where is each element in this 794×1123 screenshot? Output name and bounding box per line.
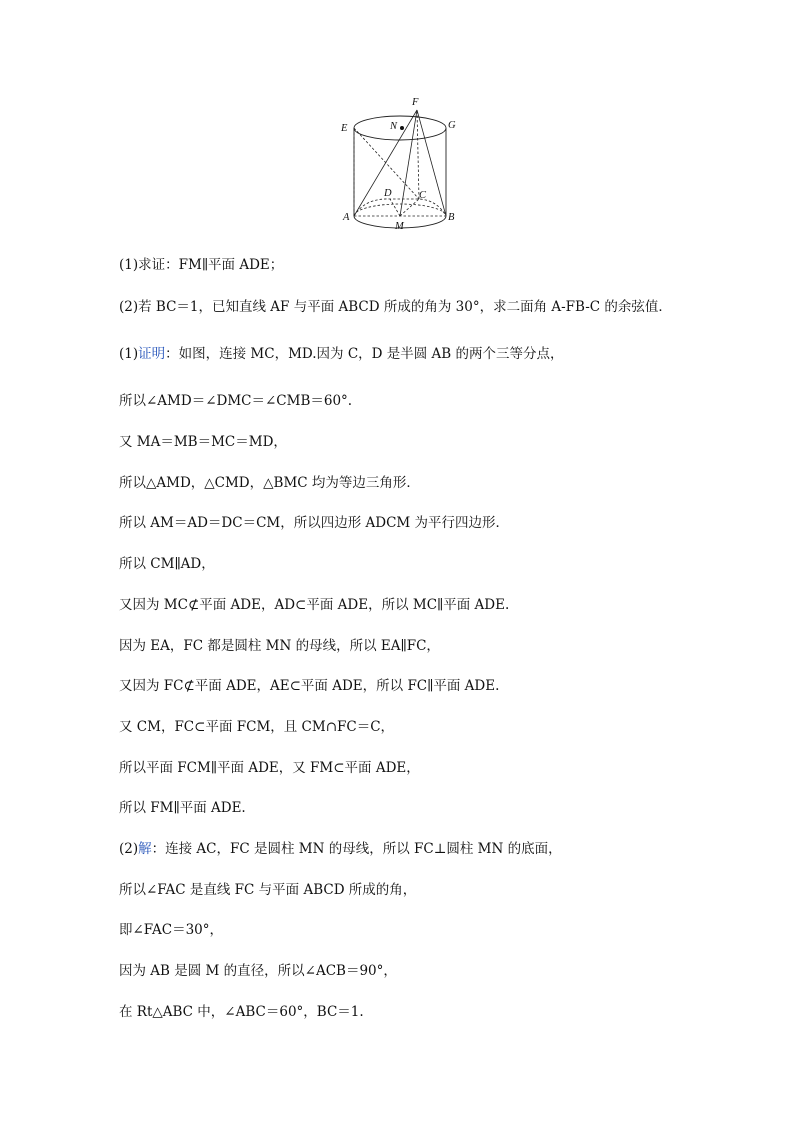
problem-part-2: (2)若 BC＝1，已知直线 AF 与平面 ABCD 所成的角为 30°，求二面角 A-FB-C 的余弦值． [119, 299, 672, 315]
solution-line: 在 Rt△ABC 中，∠ABC＝60°，BC＝1. [119, 1004, 364, 1020]
segment-md [390, 199, 400, 216]
proof-line: (1)证明：如图，连接 MC，MD.因为 C，D 是半圆 AB 的两个三等分点， [119, 346, 564, 362]
label-c: C [419, 190, 427, 201]
label-a: A [343, 212, 350, 223]
label-m: M [395, 221, 404, 232]
label-n: N [390, 121, 398, 132]
solution-line: 又 MA＝MB＝MC＝MD， [119, 434, 287, 450]
solution-line: 又 CM，FC⊂平面 FCM，且 CM∩FC＝C， [119, 719, 395, 735]
label-b: B [448, 212, 455, 223]
solution-line: 所以△AMD，△CMD，△BMC 均为等边三角形． [119, 475, 420, 491]
solution-line: 因为 AB 是圆 M 的直径，所以∠ACB＝90°， [119, 963, 397, 979]
segment-fa [354, 110, 417, 216]
label-g: G [448, 120, 456, 131]
problem-part-1: (1)求证：FM∥平面 ADE； [119, 257, 284, 273]
solution-line: 所以∠AMD＝∠DMC＝∠CMB＝60°. [119, 393, 353, 409]
label-f: F [412, 97, 419, 108]
label-e: E [341, 123, 348, 134]
solution-line: 因为 EA，FC 都是圆柱 MN 的母线，所以 EA∥FC， [119, 638, 440, 654]
solution-line: 所以平面 FCM∥平面 ADE，又 FM⊂平面 ADE， [119, 760, 420, 776]
point-n [400, 126, 404, 130]
solution-line: 所以∠FAC 是直线 FC 与平面 ABCD 所成的角， [119, 882, 417, 898]
segment-fc [417, 110, 419, 199]
solution-line: 即∠FAC＝30°， [119, 922, 224, 938]
solution-line: 又因为 FC⊄平面 ADE，AE⊂平面 ADE，所以 FC∥平面 ADE. [119, 678, 500, 694]
solution-line: 所以 FM∥平面 ADE. [119, 800, 246, 816]
proof-tag: 证明 [138, 346, 166, 362]
segment-fm [400, 110, 417, 216]
solution-tag: 解 [138, 841, 152, 857]
solution-line: 所以 AM＝AD＝DC＝CM，所以四边形 ADCM 为平行四边形． [119, 515, 510, 531]
solution-line: 所以 CM∥AD， [119, 556, 215, 572]
cylinder-figure [335, 92, 465, 234]
solution-line: 又因为 MC⊄平面 ADE，AD⊂平面 ADE，所以 MC∥平面 ADE. [119, 597, 510, 613]
label-d: D [384, 188, 392, 199]
segment-mc [400, 199, 419, 216]
solution-part-2-line: (2)解：连接 AC，FC 是圆柱 MN 的母线，所以 FC⊥圆柱 MN 的底面， [119, 841, 562, 857]
